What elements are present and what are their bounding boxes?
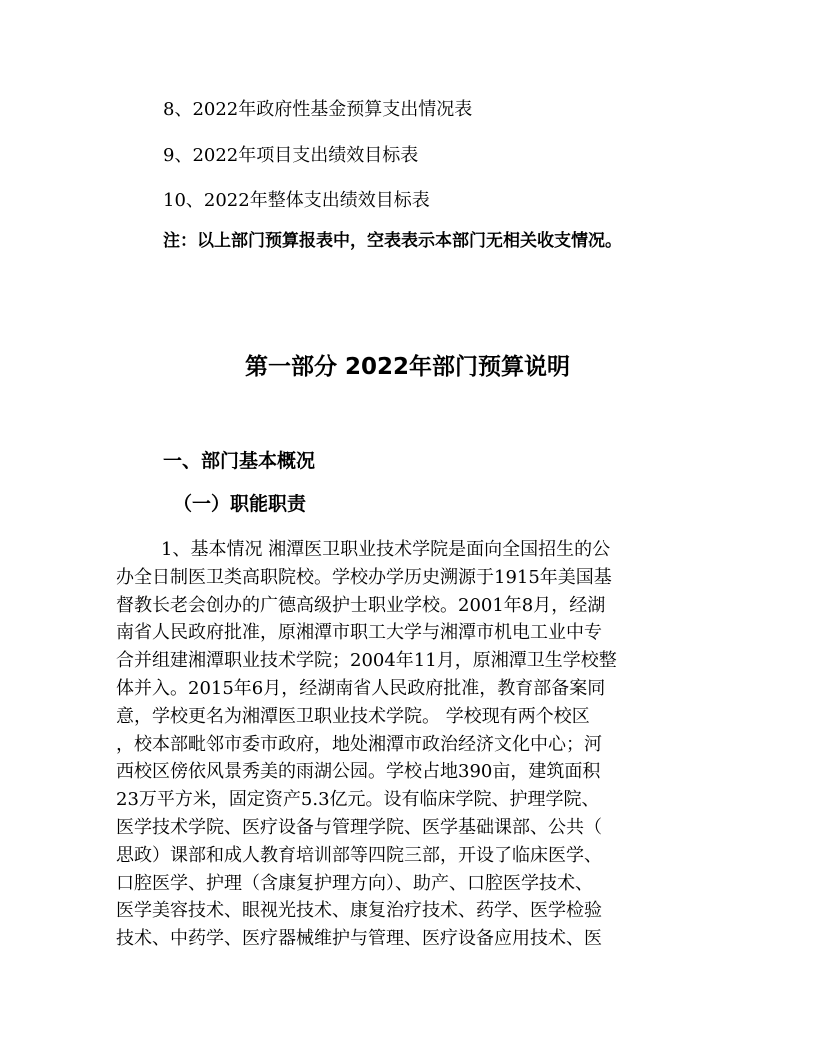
- paragraph-line: 合并组建湘潭职业技术学院；2004年11月，原湘潭卫生学校整: [116, 650, 617, 672]
- paragraph-line: 意，学校更名为湘潭医卫职业技术学院。 学校现有两个校区: [116, 705, 590, 727]
- table-note: 注：以上部门预算报表中，空表表示本部门无相关收支情况。: [163, 231, 622, 251]
- list-item-8: 8、2022年政府性基金预算支出情况表: [163, 99, 473, 120]
- section-heading: 一、部门基本概况: [163, 450, 316, 472]
- paragraph-line: 口腔医学、护理（含康复护理方向）、助产、口腔医学技术、: [116, 872, 593, 894]
- paragraph-line: 督教长老会创办的广德高级护士职业学校。2001年8月，经湖: [116, 594, 606, 616]
- paragraph-line: 医学美容技术、眼视光技术、康复治疗技术、药学、医学检验: [116, 900, 602, 922]
- paragraph-line: 技术、中药学、医疗器械维护与管理、医疗设备应用技术、医: [116, 928, 602, 950]
- paragraph-line: 23万平方米，固定资产5.3亿元。设有临床学院、护理学院、: [116, 789, 600, 811]
- list-item-10: 10、2022年整体支出绩效目标表: [163, 190, 430, 211]
- paragraph-line: 体并入。2015年6月，经湖南省人民政府批准，教育部备案同: [116, 677, 606, 699]
- list-item-9: 9、2022年项目支出绩效目标表: [163, 145, 419, 166]
- paragraph-line: 医学技术学院、医疗设备与管理学院、医学基础课部、公共（: [116, 816, 602, 838]
- paragraph-line: ，校本部毗邻市委市政府，地处湘潭市政治经济文化中心；河: [116, 733, 602, 755]
- paragraph-line: 思政）课部和成人教育培训部等四院三部，开设了临床医学、: [116, 844, 602, 866]
- paragraph-line: 西校区傍依风景秀美的雨湖公园。学校占地390亩，建筑面积: [116, 761, 601, 783]
- paragraph-line: 南省人民政府批准，原湘潭市职工大学与湘潭市机电工业中专: [116, 622, 602, 644]
- paragraph-line: 办全日制医卫类高职院校。学校办学历史溯源于1915年美国基: [116, 566, 612, 588]
- paragraph-line: 1、基本情况 湘潭医卫职业技术学院是面向全国招生的公: [161, 539, 611, 560]
- body-paragraph: [116, 536, 706, 953]
- subsection-heading: （一）职能职责: [173, 493, 307, 515]
- part-title: 第一部分 2022年部门预算说明: [244, 354, 571, 380]
